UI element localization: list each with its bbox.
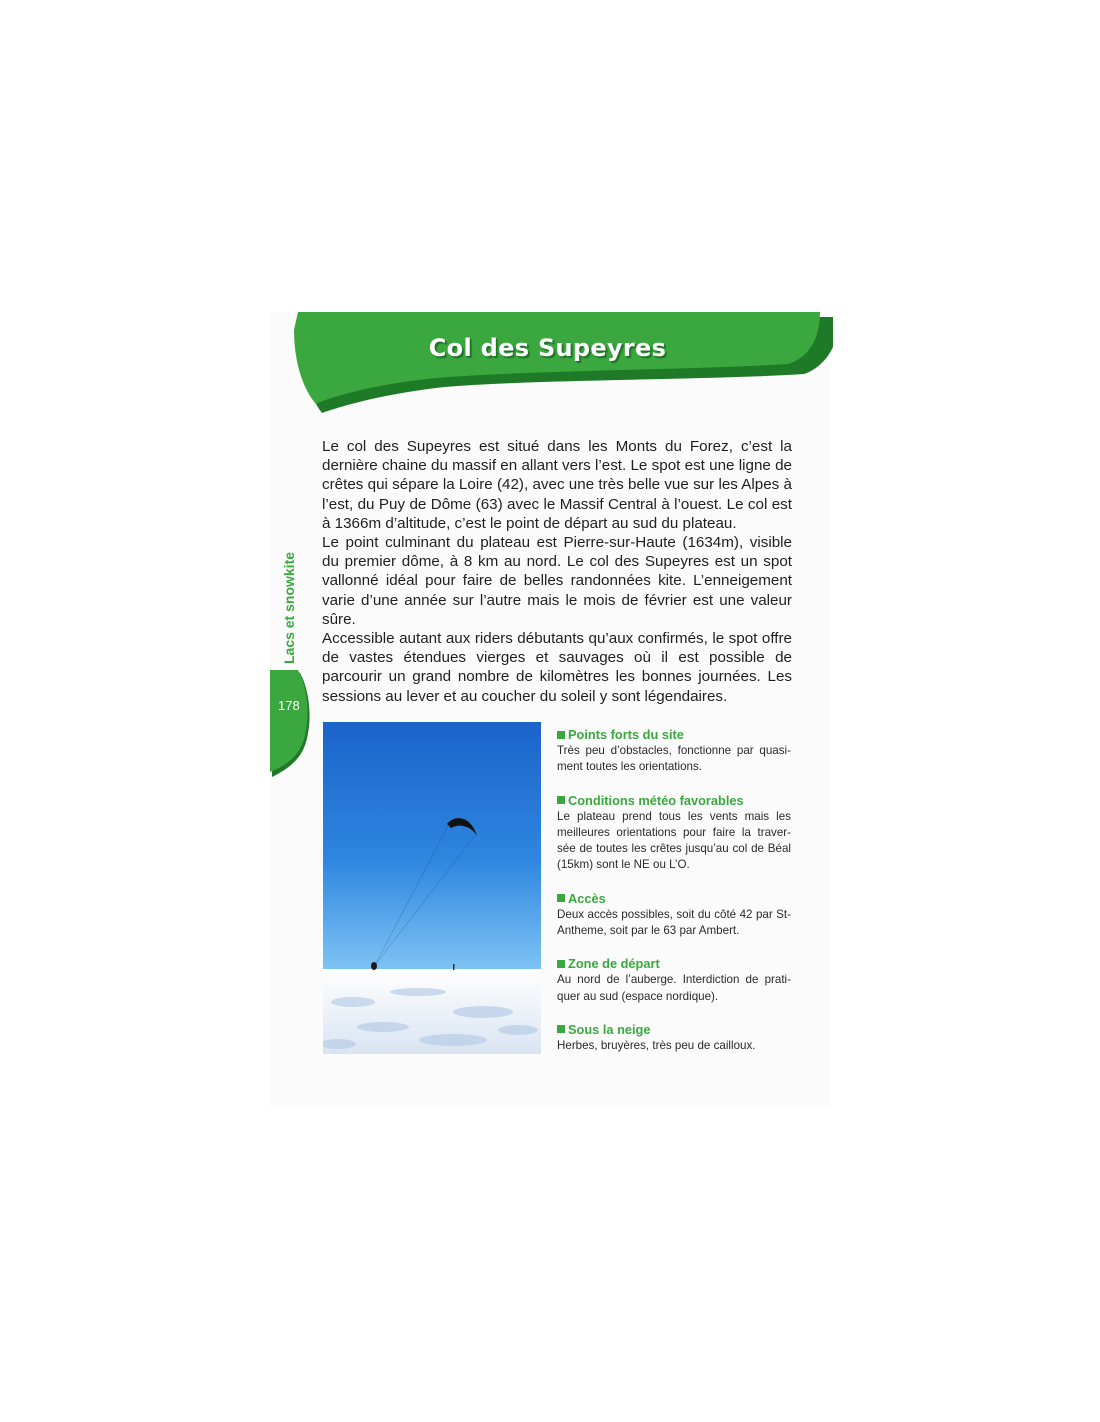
info-heading-text: Sous la neige [568, 1021, 651, 1037]
page-title: Col des Supeyres [428, 334, 667, 362]
section-label-text: Lacs et snowkite [281, 551, 297, 664]
info-heading [557, 890, 791, 907]
info-text: Deux accès possibles, soit du côté 42 par St-Antheme, soit par le 63 par Ambert. [557, 907, 791, 938]
intro-paragraph: Le col des Supeyres est situé dans les Monts du Forez, c’est la dernière chaine du massif en allant vers l’est. Le spot est une ligne de crêtes qui sépare la Loire (42), avec une très belle vue sur les Alpes à l’est, du Puy de Dôme (63) avec le Massif Central à l’ouest. Le col est à 1366m d’altitude, c’est le point de départ au sud du plateau. [322, 438, 792, 532]
info-heading-text: Conditions météo favorables [568, 792, 744, 808]
section-label [280, 545, 298, 670]
intro-paragraph: Accessible autant aux riders débutants qu’aux confirmés, le spot offre de vastes étendues vierges et sauvages où il est possible de parcourir un grand nombre de kilomètres les bonnes journées. Les sessions au lever et au coucher du soleil y sont légendaires. [322, 630, 792, 705]
square-bullet-icon [557, 731, 565, 739]
square-bullet-icon [557, 960, 565, 968]
info-heading [557, 1021, 791, 1038]
page-tab [270, 670, 320, 780]
intro-text [322, 437, 792, 706]
kite-photo [323, 722, 541, 1054]
info-panel [557, 726, 791, 1070]
square-bullet-icon [557, 1025, 565, 1033]
info-heading-text: Accès [568, 890, 606, 906]
info-text: Au nord de l’auberge. Interdiction de prati-quer au sud (espace nordique). [557, 973, 791, 1003]
info-block [557, 955, 791, 1005]
info-heading [557, 726, 791, 743]
info-block [557, 792, 791, 874]
intro-paragraph: Le point culminant du plateau est Pierre-sur-Haute (1634m), visible du premier dôme, à 8 km au nord. Le col des Supeyres est un spot vallonné idéal pour faire de belles randonnées kite. L’enneigement varie d’une année sur l’autre mais le mois de février est une valeur sûre. [322, 534, 792, 628]
info-text: Le plateau prend tous les vents mais les meilleures orientations pour faire la traver-sée de toutes les crêtes jusqu’au col de Béal (15km) sont le NE ou L’O. [557, 809, 791, 872]
info-block [557, 1021, 791, 1054]
info-text: Herbes, bruyères, très peu de cailloux. [557, 1038, 756, 1052]
info-heading-text: Points forts du site [568, 727, 684, 742]
square-bullet-icon [557, 796, 565, 804]
info-heading-text: Zone de départ [568, 956, 660, 972]
page-number: 178 [278, 698, 300, 713]
info-heading [557, 792, 791, 809]
info-block [557, 890, 791, 940]
info-heading [557, 955, 791, 972]
info-block [557, 726, 791, 776]
info-text: Très peu d’obstacles, fonctionne par quasi-ment toutes les orientations. [557, 744, 791, 774]
square-bullet-icon [557, 894, 565, 902]
